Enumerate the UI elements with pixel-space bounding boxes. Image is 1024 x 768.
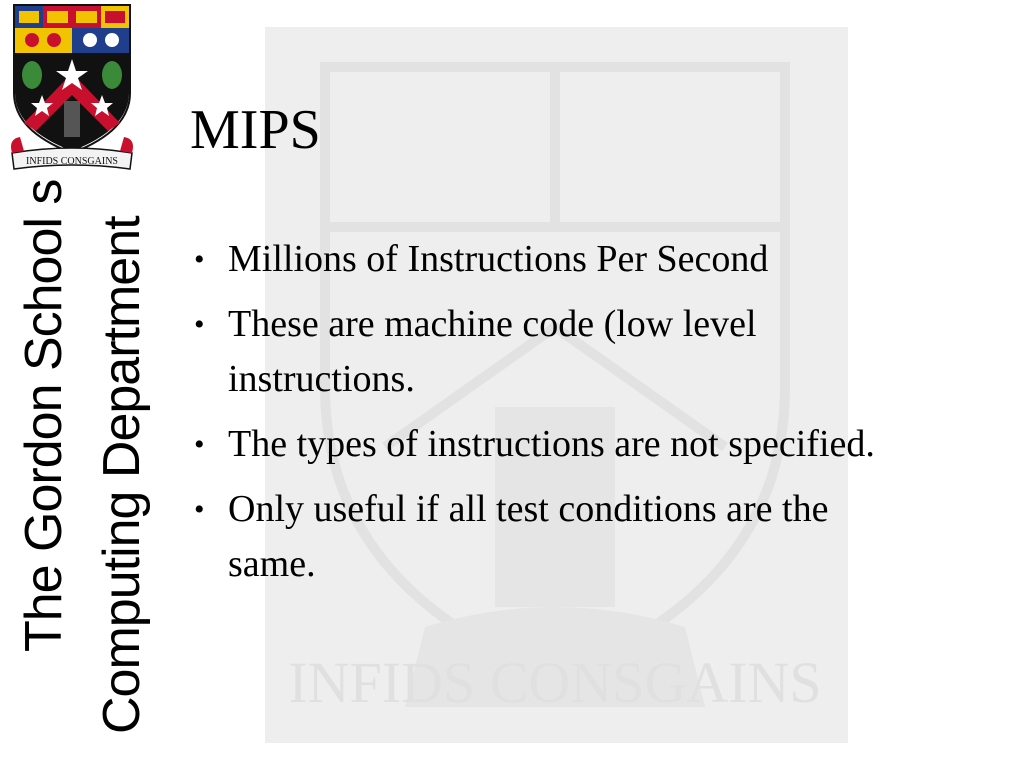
school-name-vertical: The Gordon School s — [15, 179, 73, 652]
bullet-item — [190, 232, 910, 287]
bullet-text: The types of instructions are not specified. — [228, 423, 875, 465]
slide-title: MIPS — [190, 99, 321, 161]
school-crest-icon — [10, 3, 134, 173]
bullet-list — [190, 232, 910, 602]
crest-motto: INFIDS CONSGAINS — [26, 156, 118, 167]
bullet-text: Only useful if all test conditions are the same. — [228, 488, 829, 585]
bullet-dot-icon: • — [194, 493, 205, 526]
watermark-motto: INFIDS CONSGAINS — [288, 650, 822, 715]
bullet-dot-icon: • — [194, 428, 205, 461]
bullet-text: Millions of Instructions Per Second — [228, 238, 769, 280]
bullet-item — [190, 417, 910, 472]
department-name-vertical: Computing Department — [93, 216, 151, 734]
bullet-item — [190, 482, 910, 592]
bullet-dot-icon: • — [194, 243, 205, 276]
bullet-text: These are machine code (low level instructions. — [228, 303, 757, 400]
bullet-dot-icon: • — [194, 308, 205, 341]
bullet-item — [190, 297, 910, 407]
